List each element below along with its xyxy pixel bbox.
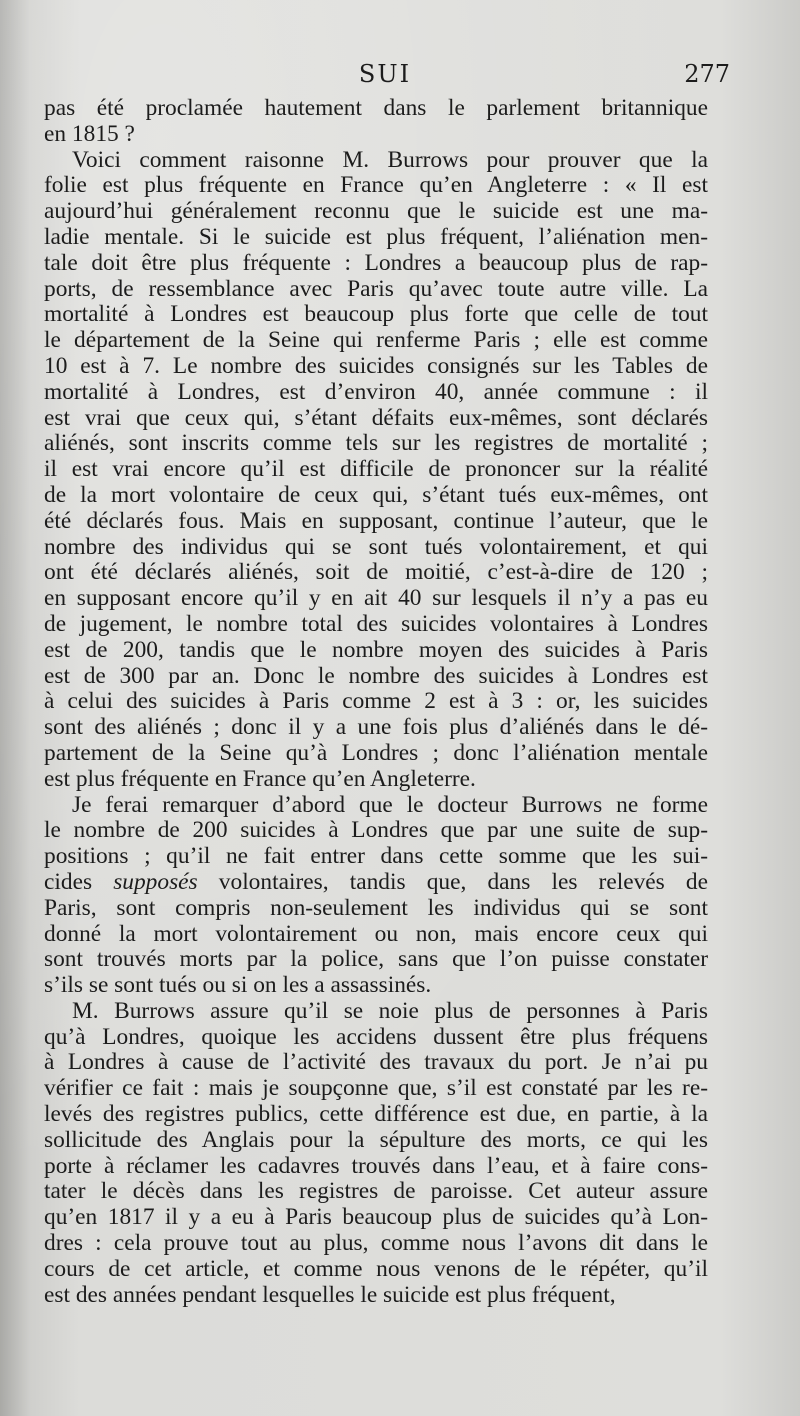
text-line: mortalité à Londres est beaucoup plus forte que celle de tout [44,301,708,328]
text-line: sollicitude des Anglais pour la sépulture des morts, ce qui les [44,1126,708,1153]
text-line: Je ferai remarquer d’abord que le docteur Burrows ne forme [72,791,708,818]
paragraph [44,96,708,148]
text-line: ont été déclarés aliénés, soit de moitié, c’est-à-dire de 120 ; [44,559,708,586]
text-line: sont trouvés morts par la police, sans que l’on puisse constater [44,946,708,973]
text-line: est vrai que ceux qui, s’étant défaits eux-mêmes, sont déclarés [44,404,708,431]
text-line: ladie mentale. Si le suicide est plus fréquent, l’aliénation men- [44,223,708,250]
paragraph [44,148,708,793]
text-line: à celui des suicides à Paris comme 2 est à 3 : or, les suicides [44,688,708,715]
text-line: s’ils se sont tués ou si on les a assassinés. [44,972,432,999]
body-text [44,96,708,1308]
running-head: SUI [358,60,412,88]
text-line: tale doit être plus fréquente : Londres a beaucoup plus de rap- [44,249,708,276]
text-line: folie est plus fréquente en France qu’en Angleterre : « Il est [44,172,708,199]
text-line: positions ; qu’il ne fait entrer dans cette somme que les sui- [44,843,708,870]
text-line: le nombre de 200 suicides à Londres que par une suite de sup- [44,817,708,844]
text-line: Paris, sont compris non-seulement les individus qui se sont [44,894,708,921]
text-line: cides supposés volontaires, tandis que, dans les relevés de [44,868,708,895]
text-line: mortalité à Londres, est d’environ 40, année commune : il [44,378,708,405]
text-line: donné la mort volontairement ou non, mais encore ceux qui [44,920,708,947]
text-line: été déclarés fous. Mais en supposant, continue l’auteur, que le [44,507,708,534]
text-line: de la mort volontaire de ceux qui, s’étant tués eux-mêmes, ont [44,481,708,508]
text-line: 10 est à 7. Le nombre des suicides consignés sur les Tables de [44,352,708,379]
text-line: est de 300 par an. Donc le nombre des suicides à Londres est [44,662,708,689]
paragraph [44,999,708,1309]
text-line: le département de la Seine qui renferme Paris ; elle est comme [44,327,708,354]
text-line: vérifier ce fait : mais je soupçonne que, s’il est constaté par les re- [44,1075,708,1102]
text-line: porte à réclamer les cadavres trouvés dans l’eau, et à faire cons- [44,1152,708,1179]
text-line: aujourd’hui généralement reconnu que le suicide est une ma- [44,198,708,225]
text-line: est de 200, tandis que le nombre moyen des suicides à Paris [44,636,708,663]
text-line: est des années pendant lesquelles le suicide est plus fréquent, [44,1281,616,1308]
italic-text: supposés [113,868,198,895]
text-line: Voici comment raisonne M. Burrows pour prouver que la [72,146,708,173]
text-line: cours de cet article, et comme nous venons de le répéter, qu’il [44,1255,708,1282]
text-line: sont des aliénés ; donc il y a une fois plus d’aliénés dans le dé- [44,714,708,741]
page-number: 277 [684,60,730,88]
text-line: partement de la Seine qu’à Londres ; donc l’aliénation mentale [44,739,708,766]
text-line: de jugement, le nombre total des suicides volontaires à Londres [44,610,708,637]
text-line: ports, de ressemblance avec Paris qu’avec toute autre ville. La [44,275,708,302]
text-line: à Londres à cause de l’activité des travaux du port. Je n’ai pu [44,1049,708,1076]
text-line: en supposant encore qu’il y en ait 40 sur lesquels il n’y a pas eu [44,585,708,612]
paragraph [44,793,708,999]
text-line: est plus fréquente en France qu’en Angleterre. [44,765,476,792]
page-header [40,60,730,96]
text-line: levés des registres publics, cette différence est due, en partie, à la [44,1101,708,1128]
text-line: aliénés, sont inscrits comme tels sur les registres de mortalité ; [44,430,708,457]
text-line: qu’en 1817 il y a eu à Paris beaucoup plus de suicides qu’à Lon- [44,1204,708,1231]
text-line: pas été proclamée hautement dans le parlement britannique [44,95,708,121]
text-line: nombre des individus qui se sont tués volontairement, et qui [44,533,708,560]
text-line: tater le décès dans les registres de paroisse. Cet auteur assure [44,1178,708,1205]
text-line: qu’à Londres, quoique les accidens dussent être plus fréquens [44,1023,708,1050]
text-line: M. Burrows assure qu’il se noie plus de personnes à Paris [72,997,708,1024]
text-line: il est vrai encore qu’il est difficile de prononcer sur la réalité [44,456,708,483]
text-line: en 1815 ? [44,120,135,147]
text-line: dres : cela prouve tout au plus, comme nous l’avons dit dans le [44,1230,708,1257]
